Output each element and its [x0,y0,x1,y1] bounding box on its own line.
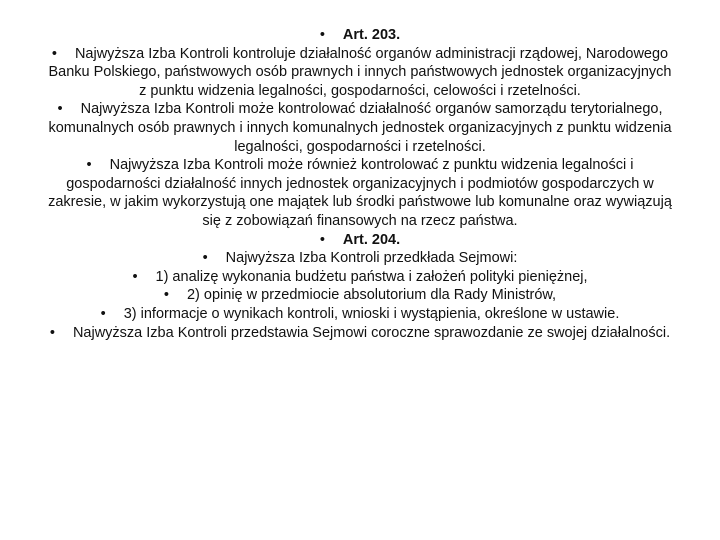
bullet-icon: • [132,268,138,285]
bullet-icon: • [163,287,169,304]
slide-content [0,26,720,342]
bullet-text: Najwyższa Izba Kontroli kontroluje działalność organów administracji rządowej, Narodowego Banku Polskiego, państwowych osób prawnych i innych państwowych jednostek organizacyjnych z punktu widzenia legalności, gospodarności, celowości i rzetelności. [48,45,672,99]
article-heading: Art. 204. [342,231,401,248]
bullet-item [0,249,720,268]
bullet-item [0,324,720,343]
bullet-text: 2) opinię w przedmiocie absolutorium dla Rady Ministrów, [186,287,557,304]
bullet-icon: • [202,250,208,267]
bullet-item [0,286,720,305]
bullet-icon: • [86,157,92,174]
bullet-text: Najwyższa Izba Kontroli może kontrolować działalność organów samorządu terytorialnego, komunalnych osób prawnych i innych komunalnych jednostek organizacyjnych z punktu widzenia legalności, gospodarności i rzetelności. [48,101,672,155]
bullet-icon: • [49,324,55,341]
bullet-item [0,45,720,101]
bullet-item-art-204 [0,231,720,250]
bullet-text: Najwyższa Izba Kontroli przedstawia Sejmowi coroczne sprawozdanie ze swojej działalności. [72,324,671,341]
bullet-text: 1) analizę wykonania budżetu państwa i założeń polityki pieniężnej, [155,268,588,285]
bullet-item [0,100,720,156]
bullet-icon: • [51,45,57,62]
bullet-item-art-203 [0,26,720,45]
bullet-icon: • [319,27,325,43]
bullet-text: Najwyższa Izba Kontroli może również kontrolować z punktu widzenia legalności i gospodarności działalność innych jednostek organizacyjnych i podmiotów gospodarczych w zakresie, w jakim wykorzystują one majątek lub środki państwowe lub komunalne oraz wywiązują się z zobowiązań finansowych na rzecz państwa. [48,157,672,229]
bullet-icon: • [319,231,325,248]
bullet-text: 3) informacje o wynikach kontroli, wnioski i wystąpienia, określone w ustawie. [123,305,620,322]
article-heading: Art. 203. [342,27,401,43]
bullet-item [0,268,720,287]
bullet-item [0,305,720,324]
bullet-text: Najwyższa Izba Kontroli przedkłada Sejmowi: [225,250,518,267]
bullet-icon: • [100,305,106,322]
bullet-icon: • [57,101,63,118]
bullet-item [0,156,720,230]
